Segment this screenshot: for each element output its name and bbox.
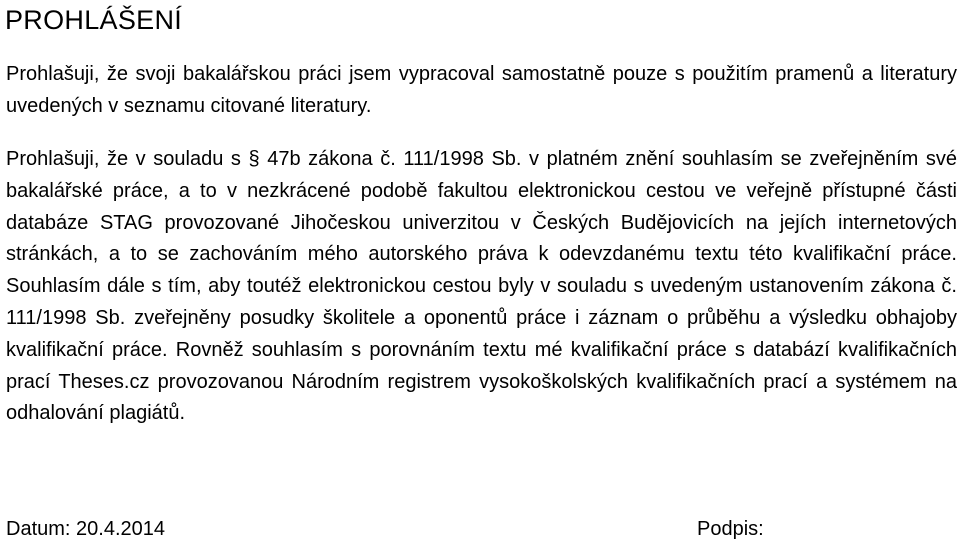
signature-line: Podpis: [697,518,764,540]
declaration-paragraph-publication-consent: Prohlašuji, že v souladu s § 47b zákona č. 111/1998 Sb. v platném znění souhlasím se zveřejněním své bakalářské práce, a to v nezkrácené podobě fakultou elektronickou cestou ve veřejně přístupné části databáze STAG provozované Jihočeskou univerzitou v Českých Budějovicích na jejích internetových stránkách, a to se zachováním mého autorského práva k odevzdanému textu této kvalifikační práce. Souhlasím dále s tím, aby toutéž elektronickou cestou byly v souladu s uvedeným ustanovením zákona č. 111/1998 Sb. zveřejněny posudky školitele a oponentů práce i záznam o průběhu a výsledku obhajoby kvalifikační práce. Rovněž souhlasím s porovnáním textu mé kvalifikační práce s databází kvalifikačních prací Theses.cz provozovanou Národním registrem vysokoškolských kvalifikačních prací a systémem na odhalování plagiátů. [6,148,957,425]
date-line: Datum: 20.4.2014 [6,518,165,540]
page-title: PROHLÁŠENÍ [5,5,183,35]
declaration-paragraph-authorship: Prohlašuji, že svoji bakalářskou práci jsem vypracoval samostatně pouze s použitím pramenů a literatury uvedených v seznamu citované literatury. [6,63,957,117]
